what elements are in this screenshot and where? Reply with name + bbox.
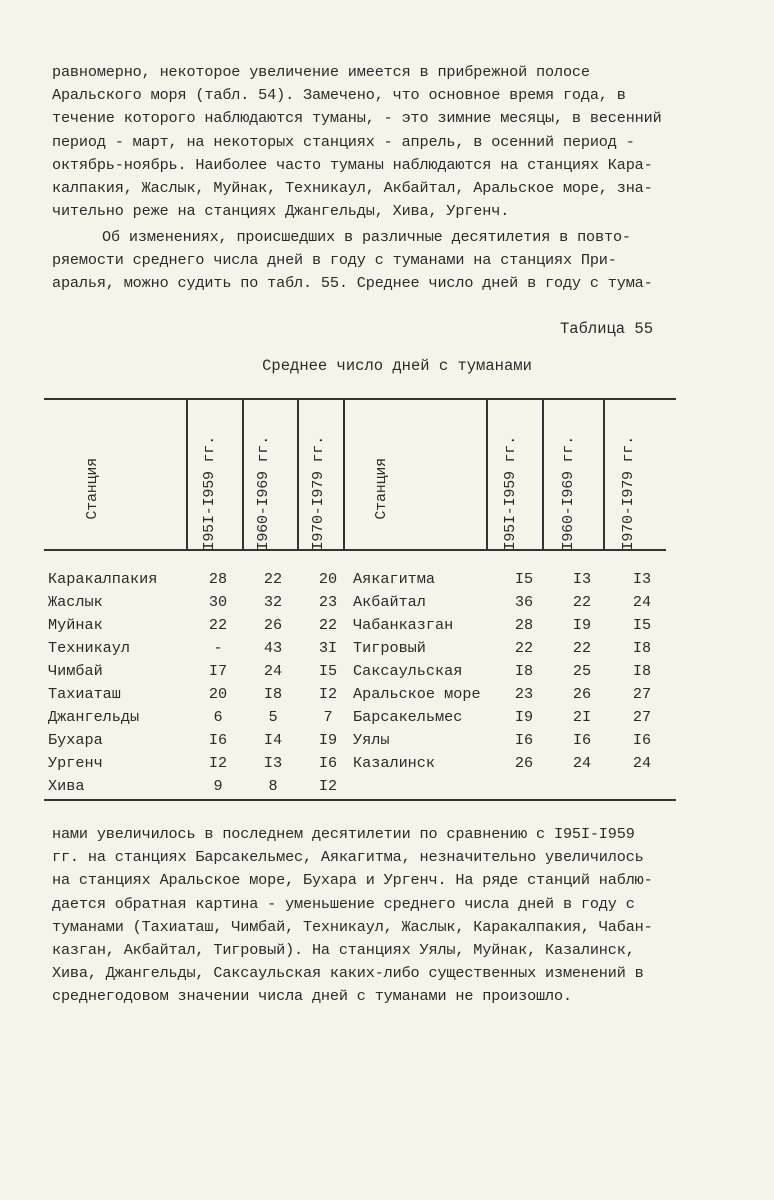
fog-days-value: I9 bbox=[514, 708, 534, 726]
column-divider bbox=[603, 398, 605, 550]
text-line: гг. на станциях Барсакельмес, Аякагитма, незначительно увеличилось bbox=[52, 848, 644, 867]
fog-days-value: I5 bbox=[318, 662, 338, 680]
fog-days-value: 32 bbox=[263, 593, 283, 611]
fog-days-value: I2 bbox=[318, 685, 338, 703]
column-divider bbox=[242, 398, 244, 550]
fog-days-value: 26 bbox=[514, 754, 534, 772]
text-line: Об изменениях, происшедших в различные десятилетия в повто- bbox=[102, 228, 631, 246]
text-line: туманами (Тахиаташ, Чимбай, Техникаул, Жаслык, Каракалпакия, Чабан- bbox=[52, 917, 653, 936]
fog-days-value: I3 bbox=[263, 754, 283, 772]
fog-days-value: 28 bbox=[514, 616, 534, 634]
station-name: Барсакельмес bbox=[353, 708, 463, 726]
paragraph-second bbox=[52, 226, 692, 296]
column-divider bbox=[186, 398, 188, 550]
fog-days-value: I7 bbox=[208, 662, 228, 680]
table-number: Таблица 55 bbox=[560, 320, 654, 338]
station-name: Чимбай bbox=[48, 662, 103, 680]
fog-days-value: 25 bbox=[572, 662, 592, 680]
fog-days-value: I8 bbox=[632, 662, 652, 680]
station-name: Каракалпакия bbox=[48, 570, 158, 588]
fog-days-value: 20 bbox=[318, 570, 338, 588]
text-line: октябрь-ноябрь. Наиболее часто туманы наблюдаются на станциях Кара- bbox=[52, 155, 653, 174]
text-line: период - март, на некоторых станциях - апрель, в осенний период - bbox=[52, 132, 635, 151]
fog-days-value: 6 bbox=[213, 708, 223, 726]
fog-days-value: I2 bbox=[208, 754, 228, 772]
station-name: Тахиаташ bbox=[48, 685, 121, 703]
station-name: Чабанказган bbox=[353, 616, 454, 634]
fog-days-value: 24 bbox=[572, 754, 592, 772]
station-name: Саксаульская bbox=[353, 662, 463, 680]
header-1951-1959-right: I95I-I959 гг. bbox=[502, 435, 519, 550]
paragraph-bottom bbox=[52, 823, 692, 1009]
table-top-rule bbox=[44, 398, 676, 400]
column-divider bbox=[486, 398, 488, 550]
table-bottom-rule bbox=[44, 799, 676, 801]
text-line: казган, Акбайтал, Тигровый). На станциях Уялы, Муйнак, Казалинск, bbox=[52, 941, 635, 960]
fog-days-value: I6 bbox=[208, 731, 228, 749]
fog-days-value: I9 bbox=[318, 731, 338, 749]
fog-days-value: I9 bbox=[572, 616, 592, 634]
header-1951-1959-left: I95I-I959 гг. bbox=[201, 435, 218, 550]
fog-days-value: I8 bbox=[263, 685, 283, 703]
fog-days-value: I6 bbox=[572, 731, 592, 749]
fog-days-value: 2I bbox=[572, 708, 592, 726]
fog-days-value: - bbox=[213, 639, 223, 657]
fog-days-value: 22 bbox=[208, 616, 228, 634]
fog-days-value: 24 bbox=[263, 662, 283, 680]
fog-days-value: I3 bbox=[632, 570, 652, 588]
header-1960-1969-right: I960-I969 гг. bbox=[560, 435, 577, 550]
station-name: Бухара bbox=[48, 731, 103, 749]
header-station-right: Станция bbox=[373, 458, 390, 520]
fog-days-value: 22 bbox=[318, 616, 338, 634]
fog-days-value: I6 bbox=[632, 731, 652, 749]
fog-days-value: I3 bbox=[572, 570, 592, 588]
text-line: дается обратная картина - уменьшение среднего числа дней в году с bbox=[52, 894, 635, 913]
text-line: Хива, Джангельды, Саксаульская каких-либо существенных изменений в bbox=[52, 964, 644, 983]
paragraph-top bbox=[52, 61, 692, 223]
fog-days-value: 22 bbox=[572, 593, 592, 611]
station-name: Муйнак bbox=[48, 616, 103, 634]
fog-days-value: 5 bbox=[268, 708, 278, 726]
fog-days-value: 28 bbox=[208, 570, 228, 588]
fog-days-value: 22 bbox=[572, 639, 592, 657]
header-1960-1969-left: I960-I969 гг. bbox=[255, 435, 272, 550]
fog-days-value: 23 bbox=[514, 685, 534, 703]
station-name: Джангельды bbox=[48, 708, 140, 726]
fog-days-value: I8 bbox=[514, 662, 534, 680]
header-1970-1979-left: I970-I979 гг. bbox=[310, 435, 327, 550]
fog-days-value: 26 bbox=[263, 616, 283, 634]
fog-days-value: I8 bbox=[632, 639, 652, 657]
text-line: Аральского моря (табл. 54). Замечено, что основное время года, в bbox=[52, 86, 626, 105]
fog-days-value: 20 bbox=[208, 685, 228, 703]
text-line: на станциях Аральское море, Бухара и Ургенч. На ряде станций наблю- bbox=[52, 871, 653, 890]
text-line: чительно реже на станциях Джангельды, Хива, Ургенч. bbox=[52, 202, 510, 221]
fog-days-value: 27 bbox=[632, 685, 652, 703]
station-name: Техникаул bbox=[48, 639, 131, 657]
station-name: Тигровый bbox=[353, 639, 426, 657]
station-name: Казалинск bbox=[353, 754, 436, 772]
text-line: ряемости среднего числа дней в году с туманами на станциях При- bbox=[52, 251, 617, 270]
fog-days-value: 24 bbox=[632, 754, 652, 772]
station-name: Акбайтал bbox=[353, 593, 426, 611]
text-line: течение которого наблюдаются туманы, - это зимние месяцы, в весенний bbox=[52, 109, 662, 128]
fog-days-value: 7 bbox=[323, 708, 333, 726]
fog-days-value: 9 bbox=[213, 777, 223, 795]
fog-days-value: 43 bbox=[263, 639, 283, 657]
fog-days-value: 30 bbox=[208, 593, 228, 611]
fog-days-value: I5 bbox=[514, 570, 534, 588]
table-title: Среднее число дней с туманами bbox=[262, 357, 532, 375]
fog-days-value: 36 bbox=[514, 593, 534, 611]
text-line: калпакия, Жаслык, Муйнак, Техникаул, Акбайтал, Аральское море, зна- bbox=[52, 179, 653, 198]
station-name: Хива bbox=[48, 777, 85, 795]
fog-days-table bbox=[44, 398, 676, 802]
fog-days-value: I6 bbox=[514, 731, 534, 749]
fog-days-value: 27 bbox=[632, 708, 652, 726]
station-name: Жаслык bbox=[48, 593, 103, 611]
column-divider bbox=[542, 398, 544, 550]
fog-days-value: 23 bbox=[318, 593, 338, 611]
fog-days-value: I6 bbox=[318, 754, 338, 772]
fog-days-value: 3I bbox=[318, 639, 338, 657]
text-line: аралья, можно судить по табл. 55. Среднее число дней в году с тума- bbox=[52, 274, 653, 293]
fog-days-value: I4 bbox=[263, 731, 283, 749]
fog-days-value: 22 bbox=[514, 639, 534, 657]
fog-days-value: 8 bbox=[268, 777, 278, 795]
fog-days-value: 24 bbox=[632, 593, 652, 611]
header-1970-1979-right: I970-I979 гг. bbox=[620, 435, 637, 550]
fog-days-value: 22 bbox=[263, 570, 283, 588]
station-name: Уялы bbox=[353, 731, 390, 749]
text-line: равномерно, некоторое увеличение имеется в прибрежной полосе bbox=[52, 63, 590, 81]
station-name: Ургенч bbox=[48, 754, 103, 772]
header-station-left: Станция bbox=[84, 458, 101, 520]
station-name: Аякагитма bbox=[353, 570, 436, 588]
fog-days-value: I5 bbox=[632, 616, 652, 634]
column-divider bbox=[297, 398, 299, 550]
text-line: среднегодовом значении числа дней с туманами не произошло. bbox=[52, 987, 572, 1006]
fog-days-value: 26 bbox=[572, 685, 592, 703]
fog-days-value: I2 bbox=[318, 777, 338, 795]
station-name: Аральское море bbox=[353, 685, 481, 703]
column-divider bbox=[343, 398, 345, 550]
text-line: нами увеличилось в последнем десятилетии по сравнению с I95I-I959 bbox=[52, 825, 635, 843]
